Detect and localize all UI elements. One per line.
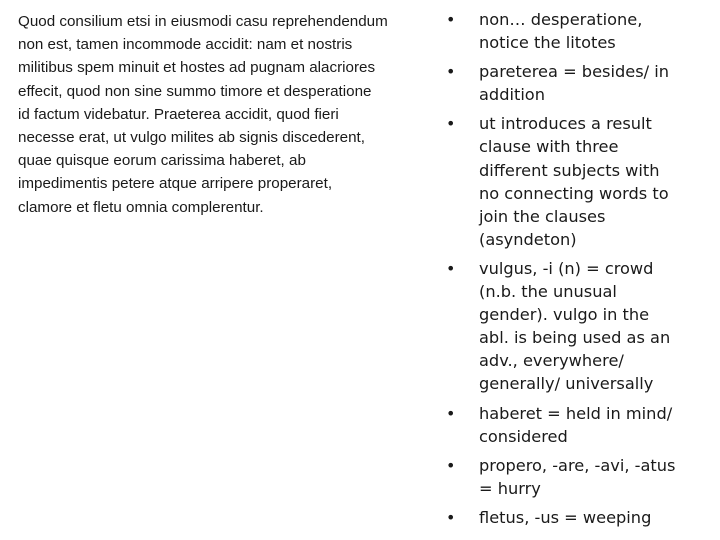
note-line: join the clauses: [479, 206, 606, 226]
note-line: fletus, -us = weeping: [479, 507, 652, 527]
bullet-icon: •: [446, 258, 456, 278]
passage-line: clamore et fletu omnia complerentur.: [18, 198, 264, 216]
note-line: = hurry: [479, 478, 541, 498]
passage-line: impedimentis petere atque arripere properaret,: [18, 175, 333, 193]
note-item-haberet: [446, 402, 718, 448]
note-item-litotes: [446, 8, 718, 54]
note-item-fletus: [446, 506, 718, 529]
note-line: vulgus, -i (n) = crowd: [479, 258, 654, 278]
note-line: generally/ universally: [479, 374, 654, 394]
note-line: clause with three: [479, 137, 619, 157]
passage-line: Quod consilium etsi in eiusmodi casu reprehendendum: [18, 13, 388, 30]
note-item-praeterea: [446, 60, 718, 106]
passage-line: id factum videbatur. Praeterea accidit, quod fieri: [18, 105, 339, 123]
note-line: ut introduces a result: [479, 114, 652, 134]
bullet-icon: •: [446, 403, 456, 423]
grammar-notes-list: [446, 8, 718, 535]
passage-line: quae quisque eorum carissima haberet, ab: [18, 152, 306, 170]
bullet-icon: •: [446, 62, 456, 82]
note-line: (n.b. the unusual: [479, 282, 617, 302]
passage-line: effecit, quod non sine summo timore et desperatione: [18, 82, 372, 100]
note-line: non… desperatione,: [479, 10, 643, 29]
note-line: abl. is being used as an: [479, 328, 671, 348]
note-line: notice the litotes: [479, 33, 616, 53]
note-line: no connecting words to: [479, 183, 669, 203]
bullet-icon: •: [446, 114, 456, 134]
note-line: haberet = held in mind/: [479, 403, 673, 423]
note-line: considered: [479, 426, 568, 446]
note-item-vulgus: [446, 257, 718, 396]
note-line: (asyndeton): [479, 229, 577, 249]
passage-line: necesse erat, ut vulgo milites ab signis discederent,: [18, 129, 365, 147]
note-line: adv., everywhere/: [479, 351, 624, 371]
note-line: pareterea = besides/ in: [479, 62, 669, 82]
note-line: different subjects with: [479, 160, 660, 180]
passage-line: non est, tamen incommode accidit: nam et nostris: [18, 36, 353, 54]
bullet-icon: •: [446, 455, 456, 475]
note-item-result-clause: [446, 112, 718, 251]
note-item-propero: [446, 454, 718, 500]
latin-passage: [18, 10, 458, 219]
bullet-icon: •: [446, 10, 456, 29]
note-line: gender). vulgo in the: [479, 305, 650, 325]
note-line: addition: [479, 85, 545, 105]
passage-line: militibus spem minuit et hostes ad pugnam alacriores: [18, 59, 376, 77]
note-line: propero, -are, -avi, -atus: [479, 455, 676, 475]
bullet-icon: •: [446, 507, 456, 527]
